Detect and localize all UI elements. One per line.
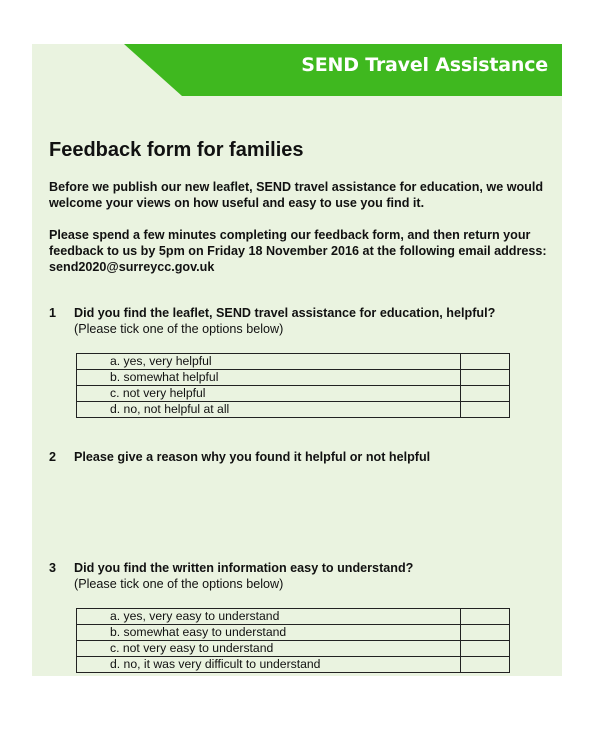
instructions-paragraph: Please spend a few minutes completing our feedback form, and then return your feedback to us by 5pm on Friday 18 November 2016 at the following email address: send2020@surreycc.gov.uk <box>49 228 547 274</box>
intro-paragraph: Before we publish our new leaflet, SEND travel assistance for education, we would welcome your views on how useful and easy to use you find it. <box>49 180 544 210</box>
tick-box[interactable] <box>461 625 510 641</box>
option-label: d. no, not helpful at all <box>77 402 461 418</box>
option-row <box>77 625 510 641</box>
option-row <box>77 386 510 402</box>
form-page <box>32 44 562 676</box>
question-instruction: (Please tick one of the options below) <box>74 577 284 591</box>
page-title: Feedback form for families <box>49 139 304 161</box>
option-row <box>77 657 510 673</box>
option-row <box>77 641 510 657</box>
option-label: b. somewhat helpful <box>77 370 461 386</box>
option-row <box>77 609 510 625</box>
option-row <box>77 354 510 370</box>
header-banner <box>32 44 562 96</box>
tick-box[interactable] <box>461 354 510 370</box>
question-number: 3 <box>49 561 57 575</box>
tick-box[interactable] <box>461 370 510 386</box>
question-instruction: (Please tick one of the options below) <box>74 322 284 336</box>
question-1-options-table <box>76 353 510 418</box>
option-label: a. yes, very easy to understand <box>77 609 461 625</box>
banner-title: SEND Travel Assistance <box>301 54 548 76</box>
tick-box[interactable] <box>461 386 510 402</box>
tick-box[interactable] <box>461 657 510 673</box>
option-label: b. somewhat easy to understand <box>77 625 461 641</box>
question-text: Please give a reason why you found it helpful or not helpful <box>74 450 431 464</box>
option-label: a. yes, very helpful <box>77 354 461 370</box>
question-text: Did you find the written information easy to understand? <box>74 561 414 575</box>
option-label: c. not very helpful <box>77 386 461 402</box>
question-3-options-table <box>76 608 510 673</box>
tick-box[interactable] <box>461 402 510 418</box>
option-row <box>77 370 510 386</box>
option-row <box>77 402 510 418</box>
tick-box[interactable] <box>461 641 510 657</box>
question-number: 1 <box>49 306 57 320</box>
tick-box[interactable] <box>461 609 510 625</box>
option-label: d. no, it was very difficult to understand <box>77 657 461 673</box>
question-number: 2 <box>49 450 57 464</box>
option-label: c. not very easy to understand <box>77 641 461 657</box>
question-text: Did you find the leaflet, SEND travel assistance for education, helpful? <box>74 306 496 320</box>
